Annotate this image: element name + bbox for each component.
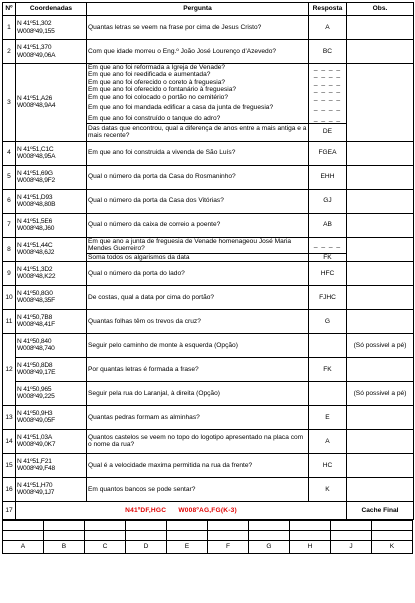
row-number: 17 (3, 501, 16, 519)
header-row (3, 3, 414, 16)
question: Qual é a velocidade maxima permitida na rua da frente? (87, 453, 309, 477)
table-row (3, 429, 414, 453)
longitude: W008º48,95A (17, 153, 56, 161)
letter-cell (44, 520, 85, 530)
observation (347, 40, 414, 64)
answer: FK (309, 357, 347, 381)
observation (347, 189, 414, 213)
letter-label: B (44, 540, 85, 553)
longitude: W008º48,35F (17, 297, 55, 305)
row-number: 15 (3, 453, 16, 477)
answer: HFC (309, 261, 347, 285)
answer: K (309, 477, 347, 501)
longitude: W008º49,06A (17, 51, 56, 59)
latitude: N 41º51,3D2 (17, 266, 53, 274)
letter-label: A (3, 540, 44, 553)
coordinates (16, 141, 87, 165)
sub-answer: _ _ _ _ (309, 101, 347, 115)
latitude: N 41º50,7B8 (17, 314, 53, 322)
puzzle-table (2, 2, 414, 520)
coordinates (16, 477, 87, 501)
observation (347, 285, 414, 309)
final-row (3, 501, 414, 519)
question: Quantas folhas têm os trevos da cruz? (87, 309, 309, 333)
table-row (3, 405, 414, 429)
table-row (3, 453, 414, 477)
answer: A (309, 16, 347, 40)
letters-row (3, 540, 413, 553)
header-answer: Resposta (309, 3, 347, 16)
letter-cell (44, 530, 85, 540)
question: Em que ano foi construida a vivenda de São Luís? (87, 141, 309, 165)
coordinates (16, 453, 87, 477)
row-number: 3 (3, 64, 16, 142)
answer: FJHC (309, 285, 347, 309)
letter-label: E (167, 540, 208, 553)
letter-cell (126, 530, 167, 540)
letter-cell (85, 520, 126, 530)
coordinates (16, 405, 87, 429)
answer (309, 381, 347, 405)
row-number: 8 (3, 237, 16, 261)
observation (347, 453, 414, 477)
sub-question: Em que ano a junta de freguesia de Venade homenageou José Maria Mendes Guerreiro? (87, 237, 309, 253)
letter-label: H (290, 540, 331, 553)
latitude: N 41º51,03A (17, 434, 53, 442)
table-row (3, 40, 414, 64)
final-label: Cache Final (347, 501, 414, 519)
row-number: 1 (3, 16, 16, 40)
question: Das datas que encontrou, qual a diferença de anos entre a mais antiga e a mais recente? (87, 123, 309, 141)
coordinates (16, 237, 87, 261)
table-row (3, 357, 414, 381)
answer: GJ (309, 189, 347, 213)
question: Qual o número da porta da Casa dos Vitórias? (87, 189, 309, 213)
answer-row (3, 530, 413, 540)
table-row (3, 189, 414, 213)
question: De costas, qual a data por cima do portão? (87, 285, 309, 309)
letter-label: D (126, 540, 167, 553)
observation (347, 357, 414, 381)
sub-answer: _ _ _ _ (309, 64, 347, 72)
longitude: W008º48,J60 (17, 225, 55, 233)
answer: FGEA (309, 141, 347, 165)
observation (347, 261, 414, 285)
row-number: 10 (3, 285, 16, 309)
header-num: Nº (3, 3, 16, 16)
sub-question: Em que ano foi reformada a Igreja de Venade? (87, 64, 309, 72)
coordinates (16, 165, 87, 189)
latitude: N 41º51,5E6 (17, 217, 53, 225)
row-number: 2 (3, 40, 16, 64)
table-row (3, 477, 414, 501)
coordinates (16, 16, 87, 40)
observation (347, 405, 414, 429)
answer: G (309, 309, 347, 333)
row-number: 14 (3, 429, 16, 453)
letter-cell (249, 530, 290, 540)
answer: A (309, 429, 347, 453)
latitude: N 41º50,965 (17, 386, 52, 394)
final-coordinates: N41ºDF,HGC W008ºAG,FG(K-3) (16, 501, 347, 519)
latitude: N 41º50,8D8 (17, 362, 53, 370)
letter-cell (331, 520, 372, 530)
question: Por quantas letras é formada a frase? (87, 357, 309, 381)
coordinates (16, 213, 87, 237)
table-row (3, 165, 414, 189)
letter-cell (208, 530, 249, 540)
latitude: N 41º51,370 (17, 44, 52, 52)
sub-question: Em que ano foi oferecido o fontanário à freguesia? (87, 86, 309, 93)
row-number: 13 (3, 405, 16, 429)
longitude: W008º48,41F (17, 321, 55, 329)
longitude: W008º48,9A4 (17, 102, 56, 110)
observation (347, 429, 414, 453)
longitude: W008º48,9F2 (17, 177, 55, 185)
letter-cell (249, 520, 290, 530)
answer (309, 333, 347, 357)
letter-label: F (208, 540, 249, 553)
answer-row (3, 520, 413, 530)
answer: DE (309, 123, 347, 141)
table-row (3, 285, 414, 309)
latitude: N 41º51,44C (17, 241, 53, 249)
coordinates (16, 357, 87, 381)
observation (347, 309, 414, 333)
letter-label: K (372, 540, 413, 553)
coordinates (16, 381, 87, 405)
table-row (3, 237, 414, 253)
longitude: W008º49,17E (17, 369, 56, 377)
longitude: W008º48,K22 (17, 273, 56, 281)
sub-answer: _ _ _ _ (309, 86, 347, 93)
table-row (3, 64, 414, 72)
question: Quantas pedras formam as alminhas? (87, 405, 309, 429)
sub-question: Em que ano foi reedificada e aumentada? (87, 71, 309, 78)
question: Seguir pela rua do Laranjal, à direita (Opção) (87, 381, 309, 405)
latitude: N 41º50,9H3 (17, 410, 53, 418)
answer: E (309, 405, 347, 429)
answer: HC (309, 453, 347, 477)
row-number: 5 (3, 165, 16, 189)
table-row (3, 381, 414, 405)
longitude: W008º49,225 (17, 393, 55, 401)
answer: EHH (309, 165, 347, 189)
table-row (3, 16, 414, 40)
answer: AB (309, 213, 347, 237)
question: Em quantos bancos se pode sentar? (87, 477, 309, 501)
sub-question: Em que ano foi construído o tanque do adro? (87, 115, 309, 123)
latitude: N 41º51,H70 (17, 482, 53, 490)
observation (347, 165, 414, 189)
letter-cell (372, 530, 413, 540)
question: Seguir pelo caminho de monte à esquerda (Opção) (87, 333, 309, 357)
letter-cell (3, 520, 44, 530)
letter-label: J (331, 540, 372, 553)
table-row (3, 141, 414, 165)
latitude: N 41º51,69G (17, 169, 53, 177)
letter-cell (167, 520, 208, 530)
question: Qual o número da caixa de correio a poente? (87, 213, 309, 237)
coordinates (16, 189, 87, 213)
sub-question: Em que ano foi colocado o portão no cemitério? (87, 94, 309, 101)
table-row (3, 261, 414, 285)
table-row (3, 309, 414, 333)
sub-answer: _ _ _ _ (309, 115, 347, 123)
coordinates (16, 285, 87, 309)
letter-cell (290, 530, 331, 540)
sub-question: Em que ano foi oferecido o coreto à freguesia? (87, 79, 309, 86)
coordinates (16, 309, 87, 333)
latitude: N 41º51,C1C (17, 145, 54, 153)
header-obs: Obs. (347, 3, 414, 16)
coordinates (16, 64, 87, 142)
latitude: N 41º50,840 (17, 338, 52, 346)
question: Soma todos os algarismos da data (87, 253, 309, 261)
row-number: 4 (3, 141, 16, 165)
table-row (3, 333, 414, 357)
longitude: W008º49,0K7 (17, 441, 56, 449)
row-number: 12 (3, 333, 16, 405)
latitude: N 41º50,8G0 (17, 290, 53, 298)
question: Qual o número da porta da Casa do Rosmaninho? (87, 165, 309, 189)
observation (347, 141, 414, 165)
letters-table (2, 520, 413, 554)
letter-cell (167, 530, 208, 540)
observation (347, 16, 414, 40)
answer: BC (309, 40, 347, 64)
question: Quantos castelos se veem no topo do logotipo apresentado na placa com o nome da rua? (87, 429, 309, 453)
letter-label: G (249, 540, 290, 553)
sub-question: Em que ano foi mandada edificar a casa da junta de freguesia? (87, 101, 309, 115)
longitude: W008º49,155 (17, 27, 55, 35)
latitude: N 41º51,D93 (17, 193, 53, 201)
letter-cell (290, 520, 331, 530)
table-row (3, 213, 414, 237)
coordinates (16, 333, 87, 357)
row-number: 9 (3, 261, 16, 285)
coordinates (16, 429, 87, 453)
longitude: W008º48,740 (17, 345, 55, 353)
latitude: N 41º51,A26 (17, 94, 53, 102)
letter-label: C (85, 540, 126, 553)
row-number: 6 (3, 189, 16, 213)
latitude: N 41º51,302 (17, 20, 52, 28)
sub-answer: _ _ _ _ (309, 71, 347, 78)
letter-cell (85, 530, 126, 540)
row-number: 16 (3, 477, 16, 501)
observation: (Só possivel a pé) (347, 333, 414, 357)
longitude: W008º49,F48 (17, 465, 55, 473)
letter-cell (126, 520, 167, 530)
observation (347, 237, 414, 261)
longitude: W008º48,6J2 (17, 249, 55, 257)
header-coords: Coordenadas (16, 3, 87, 16)
sub-answer: _ _ _ _ (309, 237, 347, 253)
longitude: W008º49,05F (17, 417, 55, 425)
letter-cell (208, 520, 249, 530)
row-number: 11 (3, 309, 16, 333)
answer: FK (309, 253, 347, 261)
letter-cell (372, 520, 413, 530)
letter-cell (331, 530, 372, 540)
question: Qual o número da porta do lado? (87, 261, 309, 285)
latitude: N 41º51,F21 (17, 458, 52, 466)
observation (347, 213, 414, 237)
observation (347, 64, 414, 142)
observation (347, 477, 414, 501)
longitude: W008º48,80B (17, 201, 56, 209)
sub-answer: _ _ _ _ (309, 79, 347, 86)
sub-answer: _ _ _ _ (309, 94, 347, 101)
coordinates (16, 261, 87, 285)
header-question: Pergunta (87, 3, 309, 16)
question: Quantas letras se veem na frase por cima de Jesus Cristo? (87, 16, 309, 40)
observation: (Só possivel a pé) (347, 381, 414, 405)
longitude: W008º49,1J7 (17, 489, 55, 497)
question: Com que idade morreu o Eng.º João José Lourenço d'Azevedo? (87, 40, 309, 64)
coordinates (16, 40, 87, 64)
letter-cell (3, 530, 44, 540)
row-number: 7 (3, 213, 16, 237)
